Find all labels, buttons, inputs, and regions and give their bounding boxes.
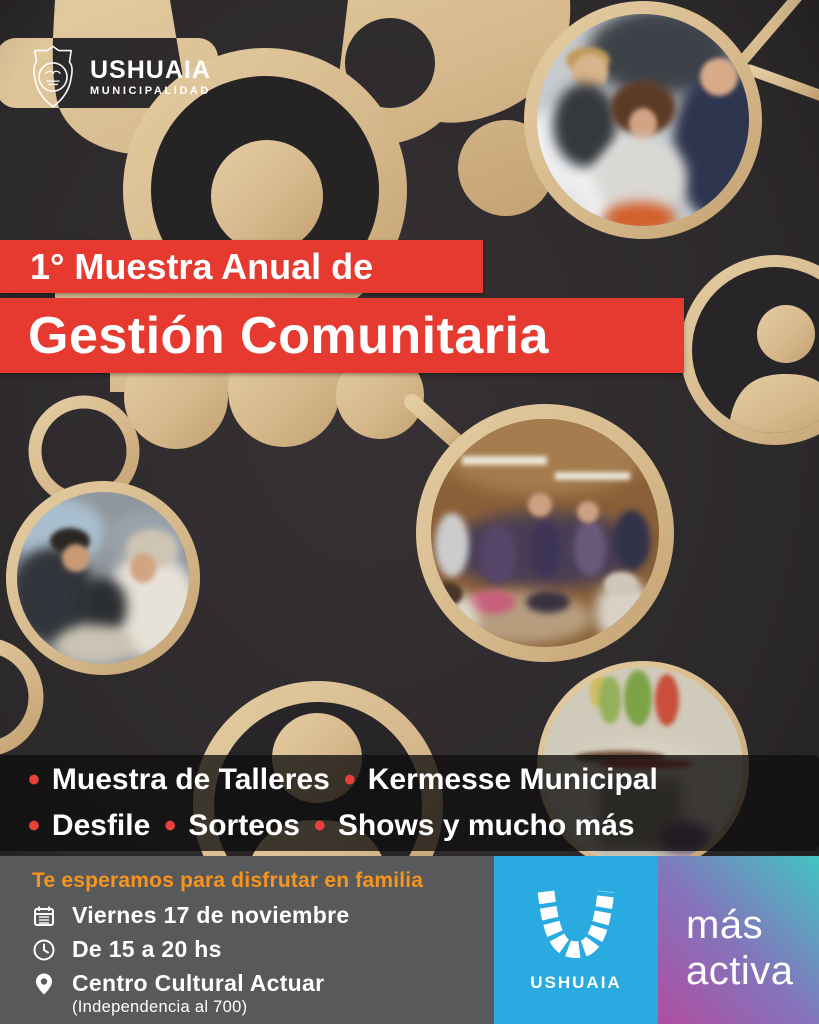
ushuaia-u-icon	[532, 887, 620, 963]
event-tagline: Te esperamos para disfrutar en familia	[32, 869, 424, 892]
slogan-line-1: más	[686, 903, 764, 947]
event-info-panel	[0, 856, 494, 1024]
footer	[0, 856, 819, 1024]
bullet-icon: •	[28, 761, 40, 799]
brand-name: USHUAIA	[90, 55, 211, 84]
activity-item: Muestra de Talleres	[51, 763, 330, 796]
event-venue: Centro Cultural Actuar	[72, 970, 325, 996]
ushuaia-logo-block	[494, 856, 658, 1024]
event-venue-detail: (Independencia al 700)	[72, 998, 248, 1016]
event-date-row	[32, 902, 494, 929]
slogan-line-2: activa	[686, 949, 794, 993]
clock-icon	[32, 938, 56, 962]
event-time: De 15 a 20 hs	[72, 936, 222, 962]
activities-line-2	[28, 804, 819, 848]
event-date: Viernes 17 de noviembre	[72, 902, 350, 928]
activity-item: Sorteos	[188, 809, 300, 842]
municipality-logo-text	[90, 55, 211, 97]
title-banner-line2: Gestión Comunitaria	[0, 298, 684, 373]
bullet-icon: •	[313, 807, 326, 845]
event-time-row	[32, 936, 494, 963]
calendar-icon	[32, 904, 56, 928]
bullet-icon: •	[343, 761, 356, 799]
activity-item: Kermesse Municipal	[367, 763, 658, 796]
ushuaia-logo-text: USHUAIA	[530, 973, 622, 992]
activity-item: Desfile	[51, 809, 151, 842]
title-banner-line1: 1° Muestra Anual de	[0, 240, 483, 293]
event-venue-row	[32, 970, 494, 997]
bullet-icon: •	[28, 807, 40, 845]
activity-item: Shows y mucho más	[337, 809, 635, 842]
bullet-icon: •	[164, 807, 177, 845]
mas-activa-block	[658, 856, 819, 1024]
activities-line-1	[28, 758, 819, 802]
municipality-shield-icon	[28, 44, 78, 110]
activities-band	[0, 755, 819, 851]
municipality-logo	[28, 44, 211, 110]
location-pin-icon	[32, 972, 56, 996]
brand-subtitle: MUNICIPALIDAD	[90, 84, 211, 97]
